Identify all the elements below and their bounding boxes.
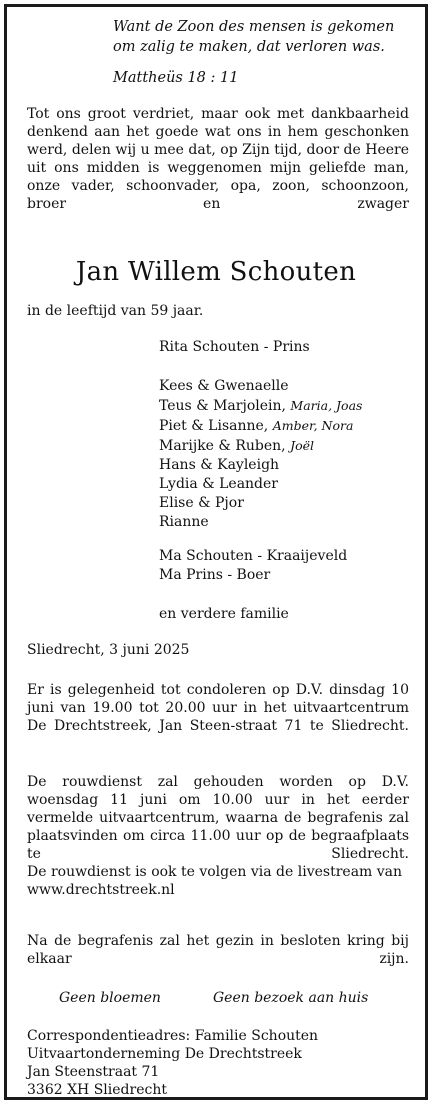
spouse: Rita Schouten - Prins [159,339,310,355]
address-line: 3362 XH Sliedrecht [27,1082,167,1098]
service-paragraph: De rouwdienst zal gehouden worden op D.V. woensdag 11 juni om 10.00 uur in het eerder vermelde uitvaartcentrum, waarna de begrafenis zal plaatsvinden om circa 11.00 uur op de begraafplaats te Sliedrecht. [27,774,409,862]
livestream-paragraph: De rouwdienst is ook te volgen via de livestream van www.drechtstreek.nl [27,864,403,898]
correspondence-address [27,1027,409,1099]
address-line: Uitvaartonderneming De Drechtstreek [27,1046,302,1062]
service-block [27,773,409,899]
quote-reference: Mattheüs 18 : 11 [113,70,239,86]
grandchildren: Joël [290,438,314,453]
age-line: in de leeftijd van 59 jaar. [27,303,204,319]
bible-quote [113,17,419,57]
mothers-list [159,547,419,585]
child-row: Lydia & Leander [159,476,278,492]
extended-family: en verdere familie [159,606,289,622]
child-row: Elise & Pjor [159,495,244,511]
intro-paragraph: Tot ons groot verdriet, maar ook met dankbaarheid denkend aan het goede wat ons in hem geschonken werd, delen wij u mee dat, op Zijn tijd, door de Heere uit ons midden is weggenomen mijn geliefde man, onze vader, schoonvader, opa, zoon, schoonzoon, broer en zwager [27,106,409,212]
child-row: Marijke & Ruben, Joël [159,438,314,454]
quote-line-2: om zalig te maken, dat verloren was. [113,39,385,55]
condolence-paragraph: Er is gelegenheid tot condoleren op D.V. dinsdag 10 juni van 19.00 tot 20.00 uur in het uitvaartcentrum De Drechtstreek, Jan Steen-straat 71 te Sliedrecht. [27,682,409,734]
after-funeral-paragraph: Na de begrafenis zal het gezin in besloten kring bij elkaar zijn. [27,933,409,967]
no-visit: Geen bezoek aan huis [213,990,369,1006]
place-date: Sliedrecht, 3 juni 2025 [27,642,190,658]
grandchildren: Maria, Joas [290,398,363,413]
address-line: Jan Steenstraat 71 [27,1064,160,1080]
deceased-name: Jan Willem Schouten [75,257,357,287]
address-line: Correspondentieadres: Familie Schouten [27,1028,319,1044]
mother-row: Ma Schouten - Kraaijeveld [159,548,348,564]
children-list [159,377,419,532]
child-row: Piet & Lisanne, Amber, Nora [159,418,354,434]
grandchildren: Amber, Nora [272,418,354,433]
child-row: Hans & Kayleigh [159,457,280,473]
mother-row: Ma Prins - Boer [159,567,271,583]
quote-line-1: Want de Zoon des mensen is gekomen [113,19,395,35]
child-row: Rianne [159,514,209,530]
no-flowers: Geen bloemen [59,990,161,1006]
child-row: Teus & Marjolein, Maria, Joas [159,398,363,414]
obituary-card [4,4,428,1100]
child-row: Kees & Gwenaelle [159,378,289,394]
